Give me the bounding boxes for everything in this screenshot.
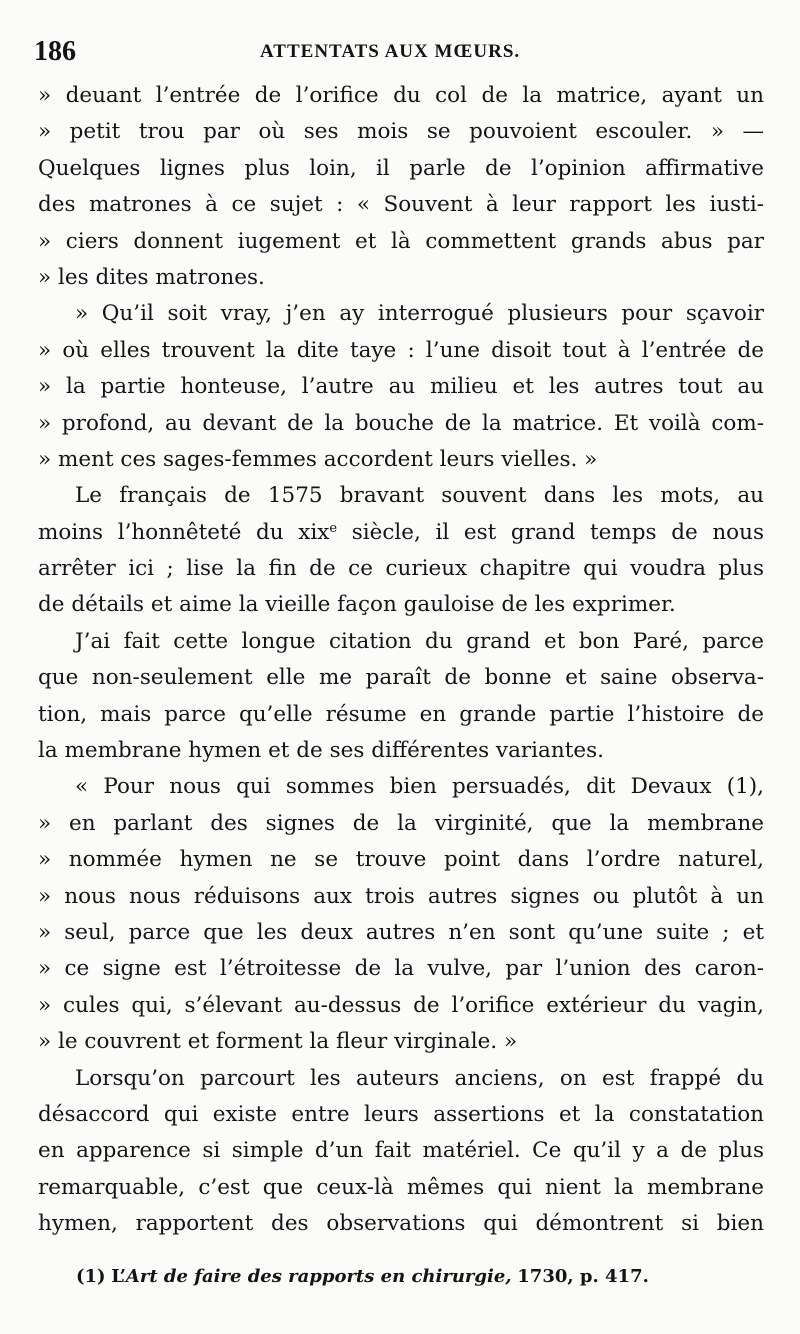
text-line: » la partie honteuse, l’autre au milieu et les autres tout au [38, 374, 764, 400]
text-line: » nous nous réduisons aux trois autres signes ou plutôt à un [38, 883, 764, 909]
text-line: remarquable, c’est que ceux-là mêmes qui nient la membrane [38, 1174, 764, 1200]
footnote [76, 1262, 716, 1292]
text-line: en apparence si simple d’un fait matériel. Ce qu’il y a de plus [38, 1138, 764, 1164]
text-line: » Qu’il soit vray, j’en ay interrogué plusieurs pour sçavoir [75, 301, 764, 327]
footnote-title: Art de faire des rapports en chirurgie, [125, 1266, 512, 1287]
text-line: hymen, rapportent des observations qui démontrent si bien [38, 1211, 764, 1237]
text-line: » ciers donnent iugement et là commettent grands abus par [38, 228, 764, 254]
text-line: » deuant l’entrée de l’orifice du col de la matrice, ayant un [38, 83, 764, 108]
text-line: de détails et aime la vieille façon gauloise de les exprimer. [38, 592, 676, 618]
text-line: » le couvrent et forment la fleur virginale. » [38, 1029, 518, 1055]
text-segment: siècle, il est grand temps de nous [337, 519, 764, 545]
text-line: « Pour nous qui sommes bien persuadés, dit Devaux (1), [75, 774, 764, 800]
text-line: Le français de 1575 bravant souvent dans les mots, au [75, 483, 764, 509]
text-line: » en parlant des signes de la virginité, que la membrane [38, 810, 764, 836]
body-text [38, 78, 764, 1243]
text-line: tion, mais parce qu’elle résume en grande partie l’histoire de [38, 701, 764, 727]
footnote-prefix: L’ [111, 1266, 126, 1287]
text-line: » cules qui, s’élevant au-dessus de l’orifice extérieur du vagin, [38, 992, 764, 1018]
text-line: » petit trou par où ses mois se pouvoient escouler. » — [38, 119, 764, 145]
text-line: J’ai fait cette longue citation du grand et bon Paré, parce [75, 628, 764, 654]
text-line: Quelques lignes plus loin, il parle de l’opinion affirmative [38, 155, 764, 181]
text-line: que non-seulement elle me paraît de bonne et saine observa- [38, 665, 764, 691]
text-line: » ment ces sages-femmes accordent leurs vielles. » [38, 446, 598, 472]
text-line: Lorsqu’on parcourt les auteurs anciens, on est frappé du [75, 1065, 764, 1091]
text-line: la membrane hymen et de ses différentes variantes. [38, 738, 604, 764]
text-line: » profond, au devant de la bouche de la matrice. Et voilà com- [38, 410, 764, 436]
text-line: des matrones à ce sujet : « Souvent à leur rapport les iusti- [38, 192, 764, 218]
footnote-rest: 1730, p. 417. [517, 1266, 649, 1287]
text-segment: moins l’honnêteté du xix [38, 519, 330, 545]
running-title: ATTENTATS AUX MŒURS. [260, 41, 521, 62]
footnote-label: (1) [76, 1266, 106, 1287]
text-line: arrêter ici ; lise la fin de ce curieux chapitre qui voudra plus [38, 556, 764, 582]
text-line-with-superscript [38, 515, 764, 551]
text-line: » nommée hymen ne se trouve point dans l’ordre naturel, [38, 847, 764, 873]
text-line: » ce signe est l’étroitesse de la vulve, par l’union des caron- [38, 956, 764, 982]
superscript: e [329, 520, 338, 536]
page-header [34, 34, 764, 70]
text-line: » seul, parce que les deux autres n’en sont qu’une suite ; et [38, 919, 764, 945]
text-line: désaccord qui existe entre leurs assertions et la constatation [38, 1101, 764, 1127]
page-number: 186 [34, 36, 76, 67]
text-line: » les dites matrones. [38, 264, 265, 290]
text-line: » où elles trouvent la dite taye : l’une disoit tout à l’entrée de [38, 337, 764, 363]
